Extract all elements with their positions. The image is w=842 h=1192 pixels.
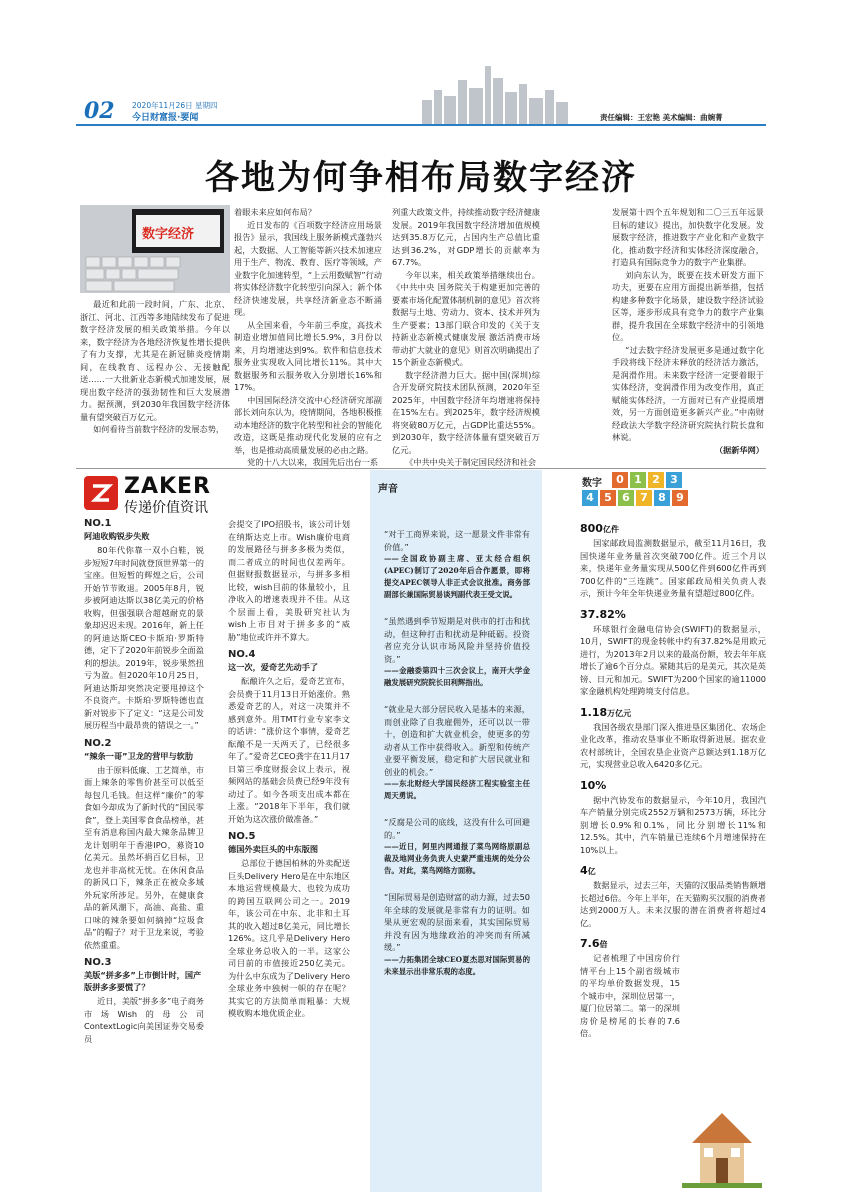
article-paragraph: 列重大政策文件，持续推动数字经济健康发展。2019年我国数字经济增加值规模达到35.8万亿元，占国内生产总值比重达到36.2%，对GDP增长的贡献率为67.7%。 — [392, 207, 540, 267]
quote-text: “国际贸易是创造财富的动力源，过去50年全球的发展就是非常有力的证明。如果从更宏观的层面来看，其实国际贸易并没有因为地缘政治的冲突而有所减缓。” — [384, 892, 530, 952]
number-value: 800 — [580, 522, 603, 535]
quote-block — [384, 816, 530, 877]
article-paragraph: 从全国来看，今年前三季度，高技术制造业增加值同比增长5.9%，3月份以来，月均增速达到9%。软件和信息技术服务业实现收入同比增长11%。其中大数据服务和云服务收入分别增长16%和17%。 — [234, 319, 382, 392]
editor-credits: 责任编辑：王宏艳 美术编辑：曲婉菁 — [600, 113, 723, 122]
article-paragraph: 最近和此前一段时间，广东、北京、浙江、河北、江西等多地陆续发布了促进数字经济发展的相关政策举措。今年以来，数字经济为各地经济恢复性增长提供了有力支撑，尤其是在新冠肺炎疫情期间，在线教育、远程办公、无接触配送……一大批新业态新模式加速发展，展现出数字经济的强劲韧性和巨大发展潜力。据预测，到2030年我国数字经济体量有望突破百万亿元。 — [80, 299, 230, 422]
number-item — [580, 779, 766, 857]
zaker-col-1 — [84, 518, 204, 1045]
quote-block — [384, 528, 530, 601]
quote-source: ——力拓集团全球CEO夏杰思对国际贸易的未来显示出非常乐观的态度。 — [384, 954, 530, 976]
quote-text: “就业是大部分居民收入是基本的来源，而创业除了自我雇佣外，还可以以一带十，创造和扩大就业机会，使更多的劳动者从工作中获得收入。新型和传统产业要平衡发展，稳定和扩大居民就业和创业的机会。” — [384, 704, 530, 777]
quote-source: ——东北财经大学国民经济工程实验室主任周天勇说。 — [384, 779, 530, 800]
section-paragraph: 近日，美版“拼多多”电子商务市场Wish的母公司ContextLogic向美国证券交易委员 — [84, 996, 204, 1044]
number-unit: 亿 — [587, 867, 596, 876]
quote-block — [384, 891, 530, 978]
zaker-section — [84, 957, 204, 1045]
digit-badge: 3 — [666, 472, 682, 488]
number-item — [580, 706, 766, 771]
section-number: NO.1 — [84, 518, 112, 529]
zaker-section — [228, 649, 350, 825]
article-paragraph: 中国国际经济交流中心经济研究部副部长刘向东认为，疫情期间，各地积极推动本地经济的数字化转型和社会的智能化改造，这既是推动现代化发展的应有之举，也是推动高质量发展的必由之路。 — [234, 394, 382, 455]
quote-source: ——近日，阿里内网通报了菜鸟网络原副总裁及地网业务负责人史蒙严重违规的处分公告。对此，菜鸟网络方面称。 — [384, 842, 530, 875]
article-photo — [80, 205, 230, 293]
section-title: 德国外卖巨头的中东版图 — [228, 844, 319, 854]
header-rule — [76, 124, 766, 126]
photo-label: 数字经济 — [142, 227, 195, 242]
zaker-section — [84, 738, 204, 952]
digit-badge: 5 — [600, 490, 616, 506]
number-value: 1.18 — [580, 705, 608, 719]
article-paragraph: 《中共中央关于制定国民经济和社会 — [405, 457, 537, 467]
number-unit: 亿件 — [602, 525, 619, 534]
article-paragraph: “过去数字经济发展更多是通过数字化手段将线下经济未释放的经济活力激活，是润滑作用。未来数字经济一定要着眼于实体经济，变润滑作用为改变作用，真正赋能实体经济，一方面对已有产业提质增效，另一方面创造更多新兴产业。”中南财经政法大学数字经济研究院执行院长盘和林说。 — [612, 344, 764, 442]
zaker-name: ZAKER — [124, 474, 211, 499]
digit-badge: 2 — [648, 472, 664, 488]
zaker-logo-icon — [84, 476, 118, 510]
article-paragraph: 数字经济潜力巨大。据中国(深圳)综合开发研究院技术团队预测，2020年至2025年，中国数字经济年均增速将保持在15%左右。到2025年，数字经济规模将突破80万亿元，占GDP比重达55%。到2030年，数字经济体量有望突破百万亿元。 — [392, 369, 540, 455]
numbers-list — [580, 522, 766, 1040]
section-paragraph: 会提交了IPO招股书，该公司计划在纳斯达克上市。Wish廉价电商的发展路径与拼多多极为类似，而二者成立的时间也仅差两年。但据财报数据显示，与拼多多相比较，wish目前的体量较小，且净收入的增速表现并不佳。从这个层面上看，美股研究社认为wish上市目对于拼多多的“威胁”地位或许并不算大。 — [228, 519, 350, 642]
issue-date: 2020年11月26日 星期四 — [132, 101, 218, 110]
voice-title: 声音 — [378, 484, 398, 495]
digit-badge: 8 — [654, 490, 670, 506]
zaker-section — [228, 831, 350, 1020]
section-title: “辣条一哥”卫龙的营甲与软肋 — [84, 750, 194, 761]
number-item — [580, 608, 766, 698]
section-number: NO.3 — [84, 957, 112, 968]
quote-block — [384, 615, 530, 689]
digit-badge: 7 — [636, 490, 652, 506]
section-paragraph: 由于原料低廉、工艺简单，市面上辣条的零售价甚至可以低至每包几毛钱。但这样“廉价”的零食如今却成为了新时代的“国民零食”，登上美国零食食品榜单，甚至有消息称国内最大辣条品牌卫龙计划明年于香港IPO，募资10亿美元。虽然坏捐百亿目标，卫龙也并非高枕无忧。在休闲食品的新风口下，辣条正在被众多域外玩家所涉足。另外，在健康食品的新风潮下，高油、高盐、重口味的辣条要如何摘掉“垃圾食品”的帽子？对于卫龙来说，考验依然重重。 — [84, 764, 204, 950]
number-unit: 万亿元 — [607, 708, 632, 718]
section-number: NO.5 — [228, 831, 256, 842]
article-paragraph: 党的十八大以来，我国先后出台一系 — [247, 457, 379, 467]
number-item — [580, 522, 766, 600]
number-value: 7.6 — [580, 937, 600, 950]
houses-illustration — [682, 1088, 762, 1188]
zaker-section — [84, 518, 204, 732]
number-value: 4 — [580, 864, 588, 877]
section-number: NO.4 — [228, 649, 256, 660]
section-paragraph: 80年代你靠一双小白鞋，锐步短短7年时间就登顶世界第一的宝座。但短暂的辉煌之后，公司开始节节败退。2005年8月，锐步被阿迪达斯以38亿美元的价格收购，但强强联合超越耐克的景象却迟迟未现。2016年，新上任的阿迪达斯CEO卡斯珀·罗斯特德，定下了2020年前锐步全面盈利的想法。2019年，锐步果然扭亏为盈。但2020年10月25日，阿迪达斯却突然决定要甩掉这个不良资产。卡斯珀·罗斯特德也直新对锐步下了定义：“这是公司发展历程当中最昂贵的错误之一。” — [84, 545, 204, 730]
article-paragraph: 今年以来，相关政策举措继续出台。《中共中央 国务院关于构建更加完善的要素市场化配置体制机制的意见》首次将数据与土地、劳动力、资本、技术并列为生产要素；13部门联合印发的《关于支持新业态新模式健康发展 激活消费市场带动扩大就业的意见》则首次明确提出了15个新业态新模式。 — [392, 269, 540, 367]
zaker-section — [228, 518, 350, 643]
page-number: 02 — [84, 98, 115, 124]
article-paragraph: 发展第十四个五年规划和二〇三五年远景目标的建议》提出，加快数字化发展。发展数字经济，推进数字产业化和产业数字化，推动数字经济和实体经济深度融合，打造具有国际竞争力的数字产业集群。 — [612, 207, 764, 267]
number-text: 记者梳理了中国房价行情平台上15个副省级城市的平均单价数据发现，15个城市中，深圳位居第一，厦门位居第二。第一的深圳房价是榜尾的长春的7.6倍。 — [580, 953, 680, 1038]
headline: 各地为何争相布局数字经济 — [205, 158, 637, 198]
digit-badge: 1 — [630, 472, 646, 488]
quote-text: “对于工商界来说，这一愿景文件非常有价值。” — [384, 529, 530, 552]
number-text: 环球银行金融电信协会(SWIFT)的数据显示，10月，SWIFT的现金转帐中约有37.82%是用欧元进行，为2013年2月以来的最高份额，较去年年底增长了逾6个百分点。紧随其后的是美元，其次是英镑、日元和加元。SWIFT为200个国家的逾11000家金融机构处理跨境支付信息。 — [580, 623, 766, 696]
digit-badge: 6 — [618, 490, 634, 506]
voice-quotes — [384, 528, 530, 978]
numbers-title: 数字 — [582, 478, 602, 489]
section-number: NO.2 — [84, 737, 112, 749]
article-paragraph: 如何看待当前数字经济的发展态势， — [93, 424, 225, 434]
article-paragraph: 刘向东认为，既要在技术研发方面下功夫，更要在应用方面提出新举措，包括构建多种数字化场景，建设数字经济试验区等，逐步形成具有竞争力的数字产业集群，提升我国在全球数字经济中的引领地位。 — [612, 269, 764, 342]
section-paragraph: 酝酿许久之后，爱奇艺宣布，会员费于11月13日开始涨价。熟悉爱奇艺的人，对这一决策并不感到意外。用TMT行业专家李文的话讲：“涨价这个事情，爱奇艺酝酿不是一天两天了，已经很多年了。”爱奇艺CEO龚宇在11月17日第三季度财报会议上表示，视频网站的基础会员费已经9年没有动过了。如今各项支出成本都在上涨。“2018年下半年，我们就开始为这次涨价做准备。” — [228, 676, 350, 824]
quote-text: “虽然遇到季节短期是对供市的打击和扰动，但这种打击和扰动是种砥砺。投资者应充分认识市场风险并坚持价值投资。” — [384, 616, 530, 664]
number-item — [580, 864, 766, 929]
number-text: 国家邮政局监测数据显示，截至11月16日，我国快递年业务量首次突破700亿件。近三个月以来，快递年业务量实现从500亿件到600亿件再到700亿件的“三连跳”。国家邮政局相关负责人表示，预计今年全年快递业务量有望超过800亿件。 — [580, 538, 766, 598]
article-col-3 — [392, 206, 540, 469]
article-col-1 — [80, 298, 230, 436]
section-title: 阿迪收购锐步失败 — [84, 531, 150, 541]
quote-text: “反腐是公司的底线，这没有什么可回避的。” — [384, 817, 530, 840]
section-title: 这一次，爱奇艺先动手了 — [228, 662, 319, 672]
quote-block — [384, 703, 530, 802]
article-source: （据新华网） — [714, 444, 764, 455]
zaker-slogan: 传递价值资讯 — [124, 500, 208, 516]
number-text: 数据显示，过去三年，天猫的汉服品类销售额增长超过6倍。今年上半年，在天猫购买汉服的消费者达到2000万人。未来汉服的潜在消费者将超过4亿。 — [580, 880, 766, 928]
quote-source: ——金融委第四十三次会议上，南开大学金融发展研究院院长田利辉指出。 — [384, 666, 530, 687]
zaker-col-2 — [228, 518, 350, 1020]
digit-badge: 0 — [612, 472, 628, 488]
section-paragraph: 总部位于德国柏林的外卖配送巨头Delivery Hero是在中东地区本地运营规模最大、也较为成功的跨国互联网公司之一。2019年，该公司在中东、北非和土耳其的收入超过8亿美元，同比增长126%。这几乎是Delivery Hero全球业务总收入的一半。这家公司目前的市值接近250亿美元。为什么中东成为了Delivery Hero全球业务中独树一帜的存在呢？其实它的方法简单而粗暴：大规模收购本地优质企业。 — [228, 858, 350, 1018]
article-col-2 — [234, 206, 382, 469]
section-title: 美版“拼多多”上市倒计时，国产版拼多多要慌了？ — [84, 970, 202, 992]
keyboard-illustration — [80, 205, 230, 293]
number-item — [580, 937, 680, 1040]
section-divider — [76, 468, 766, 469]
article-col-4 — [612, 206, 764, 456]
number-text: 据中汽协发布的数据显示，今年10月，我国汽车产销量分别完成2552万辆和2573万辆，环比分别增长0.9%和0.1%，同比分别增长11%和12.5%。其中，汽车销量已连续6个月增速保持在10%以上。 — [580, 794, 766, 855]
digit-badge: 9 — [672, 490, 688, 506]
number-value: 37.82% — [580, 607, 626, 621]
paper-section: 今日财富报·要闻 — [132, 113, 199, 123]
article-paragraph: 近日发布的《百项数字经济应用场景报告》显示，我国线上服务新模式蓬勃兴起，大数据、人工智能等新兴技术加速应用于生产、物流、教育、医疗等领域，产业数字化加速转型，“上云用数赋智”行动将实体经济数字化转型引向深入；新个体经济快速发展，共享经济新业态不断涌现。 — [234, 219, 382, 317]
number-text: 我国各级农垦部门深入推进垦区集团化、农场企业化改革，推动农垦事业不断取得新进展。据农业农村部统计，全国农垦企业资产总额达到1.18万亿元，实现营业总收入6420多亿元。 — [580, 721, 766, 769]
article-paragraph: 着眼未来应如何布局？ — [234, 207, 316, 217]
number-unit: 倍 — [599, 940, 608, 949]
quote-source: ——全国政协副主席、亚太经合组织(APEC)制订了2020年后合作愿景，即将提交APEC领导人非正式会议批准。商务部副部长兼国际贸易谈判副代表王受文说。 — [384, 554, 530, 599]
number-value: 10% — [580, 778, 607, 792]
digit-badge: 4 — [582, 490, 598, 506]
